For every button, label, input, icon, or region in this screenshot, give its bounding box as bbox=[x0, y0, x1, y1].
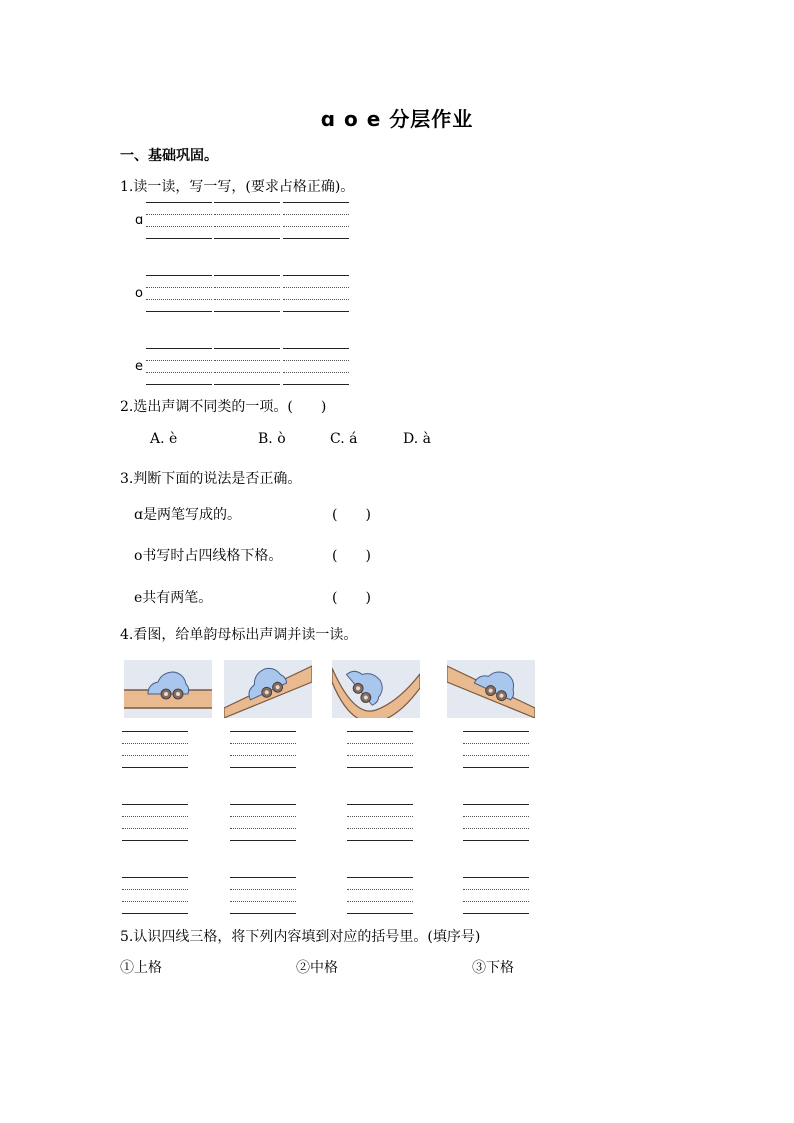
q4-writing-cell[interactable] bbox=[347, 877, 413, 915]
q2-option-a[interactable]: A. è bbox=[150, 431, 178, 447]
q3-answer-paren-2[interactable]: ( ) bbox=[332, 548, 371, 564]
q3-statement-1: ɑ是两笔写成的。 bbox=[134, 507, 241, 523]
q5-item-lower: ③下格 bbox=[472, 960, 514, 976]
section-heading-basics: 一、基础巩固。 bbox=[120, 148, 218, 164]
q3-statement-3: e共有两笔。 bbox=[134, 590, 213, 606]
q4-writing-cell[interactable] bbox=[122, 877, 188, 915]
q1-writing-cell[interactable] bbox=[283, 202, 349, 240]
q4-writing-cell[interactable] bbox=[347, 731, 413, 769]
q1-writing-cell[interactable] bbox=[214, 202, 280, 240]
q4-writing-cell[interactable] bbox=[463, 804, 529, 842]
car-uphill-picture bbox=[224, 660, 312, 718]
q3-statement-2: o书写时占四线格下格。 bbox=[134, 548, 283, 564]
car-dip-road-picture bbox=[332, 660, 420, 718]
q4-writing-cell[interactable] bbox=[230, 731, 296, 769]
question-3: 3.判断下面的说法是否正确。 bbox=[120, 471, 302, 487]
q3-answer-paren-3[interactable]: ( ) bbox=[332, 590, 371, 606]
q1-writing-cell[interactable] bbox=[146, 348, 212, 386]
q4-writing-cell[interactable] bbox=[463, 731, 529, 769]
car-flat-road-picture bbox=[124, 660, 212, 718]
q4-writing-cell[interactable] bbox=[230, 877, 296, 915]
q2-option-d[interactable]: D. à bbox=[403, 431, 431, 447]
q1-writing-cell[interactable] bbox=[283, 348, 349, 386]
question-1: 1.读一读，写一写，(要求占格正确)。 bbox=[120, 179, 355, 195]
car-downhill-picture bbox=[447, 660, 535, 718]
q1-writing-cell[interactable] bbox=[146, 275, 212, 313]
q4-writing-cell[interactable] bbox=[230, 804, 296, 842]
q4-writing-cell[interactable] bbox=[347, 804, 413, 842]
q1-letter-a: ɑ bbox=[135, 213, 144, 228]
q5-item-upper: ①上格 bbox=[120, 960, 162, 976]
q1-writing-cell[interactable] bbox=[146, 202, 212, 240]
q3-answer-paren-1[interactable]: ( ) bbox=[332, 507, 371, 523]
page-title: ɑ o e 分层作业 bbox=[320, 107, 474, 131]
q1-writing-cell[interactable] bbox=[283, 275, 349, 313]
question-5: 5.认识四线三格，将下列内容填到对应的括号里。(填序号) bbox=[120, 929, 481, 945]
question-2: 2.选出声调不同类的一项。( ) bbox=[120, 399, 327, 415]
q1-writing-cell[interactable] bbox=[214, 275, 280, 313]
q4-writing-cell[interactable] bbox=[463, 877, 529, 915]
q4-writing-cell[interactable] bbox=[122, 731, 188, 769]
q4-writing-cell[interactable] bbox=[122, 804, 188, 842]
q5-item-middle: ②中格 bbox=[296, 960, 338, 976]
q1-letter-e: e bbox=[135, 359, 143, 374]
q2-option-b[interactable]: B. ò bbox=[258, 431, 286, 447]
question-4: 4.看图，给单韵母标出声调并读一读。 bbox=[120, 627, 358, 643]
q1-letter-o: o bbox=[135, 286, 143, 301]
q1-writing-cell[interactable] bbox=[214, 348, 280, 386]
q2-option-c[interactable]: C. á bbox=[330, 431, 358, 447]
